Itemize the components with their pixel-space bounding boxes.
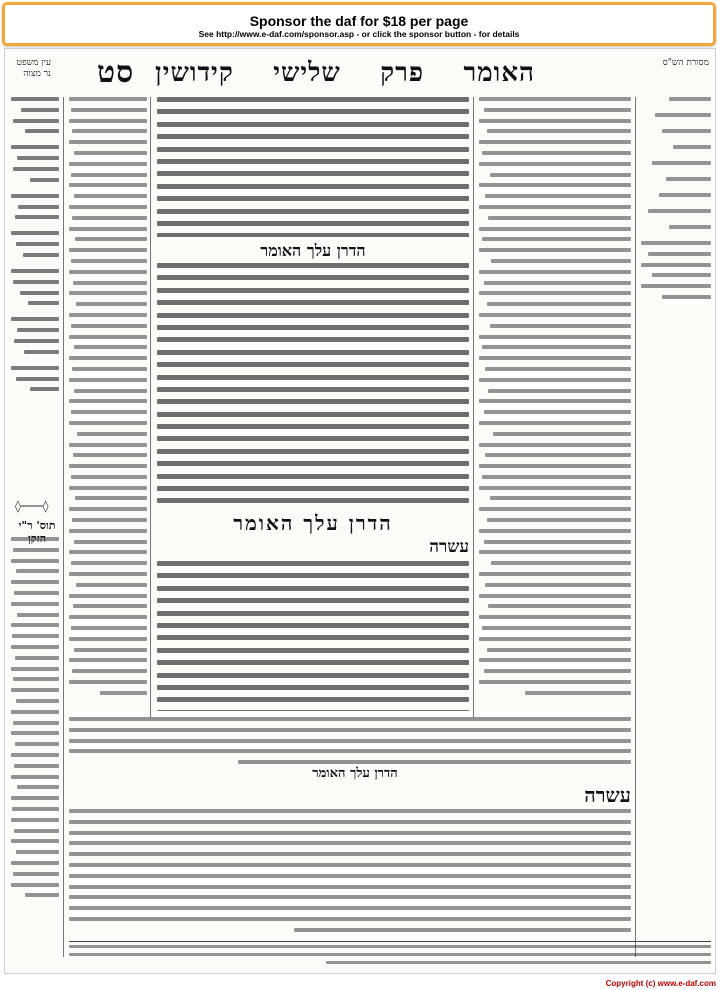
header-word-shlishi: שלישי (273, 58, 341, 88)
header-word-perek: פרק (380, 58, 425, 88)
sponsor-banner[interactable] (2, 2, 716, 46)
masoret-hashas-column (641, 97, 711, 957)
sponsor-banner-subtitle[interactable]: See http://www.e-daf.com/sponsor.asp - or click the sponsor button - for details (198, 29, 520, 39)
folio-number: סט (97, 55, 135, 90)
sponsor-banner-title[interactable]: Sponsor the daf for $18 per page (249, 13, 469, 29)
right-margin-divider (635, 97, 636, 957)
copyright-notice: Copyright (c) www.e-daf.com (605, 979, 716, 988)
hadran-heading-3: הדרן עלך האומר (312, 766, 398, 781)
tosafot-rid-column (11, 537, 59, 952)
asara-heading-2: עשרה (584, 783, 631, 807)
footnotes-block (69, 945, 711, 971)
right-column-divider (473, 97, 474, 717)
rashi-column (479, 97, 631, 712)
commentary-wide-top (69, 717, 631, 767)
gemara-column-mid (157, 263, 469, 508)
masoret-hashas-label: מסורת הש"ס (662, 58, 709, 68)
page-header (155, 55, 535, 91)
mishnah-column (157, 561, 469, 711)
footer-rule (69, 941, 711, 942)
tosafot-column (69, 97, 147, 712)
left-margin-divider (63, 97, 64, 957)
tosafot-rid-heading: תוס' ר"י (18, 519, 56, 532)
hadran-heading-2: הדרן עלך האומר (233, 511, 393, 535)
gemara-column-top (157, 97, 469, 237)
ein-mishpat-label: עין משפט נר מצוה (16, 58, 51, 79)
ornament-divider: ◊───◊ (15, 499, 49, 513)
ein-mishpat-column (11, 97, 59, 497)
commentary-wide-bottom (69, 809, 631, 939)
hadran-heading-1: הדרן עלך האומר (260, 241, 366, 260)
asara-opening-word: עשרה (429, 537, 469, 557)
left-column-divider (150, 97, 151, 717)
header-word-haomer: האומר (463, 58, 535, 88)
talmud-page (4, 48, 716, 974)
header-word-kiddushin: קידושין (155, 58, 234, 88)
